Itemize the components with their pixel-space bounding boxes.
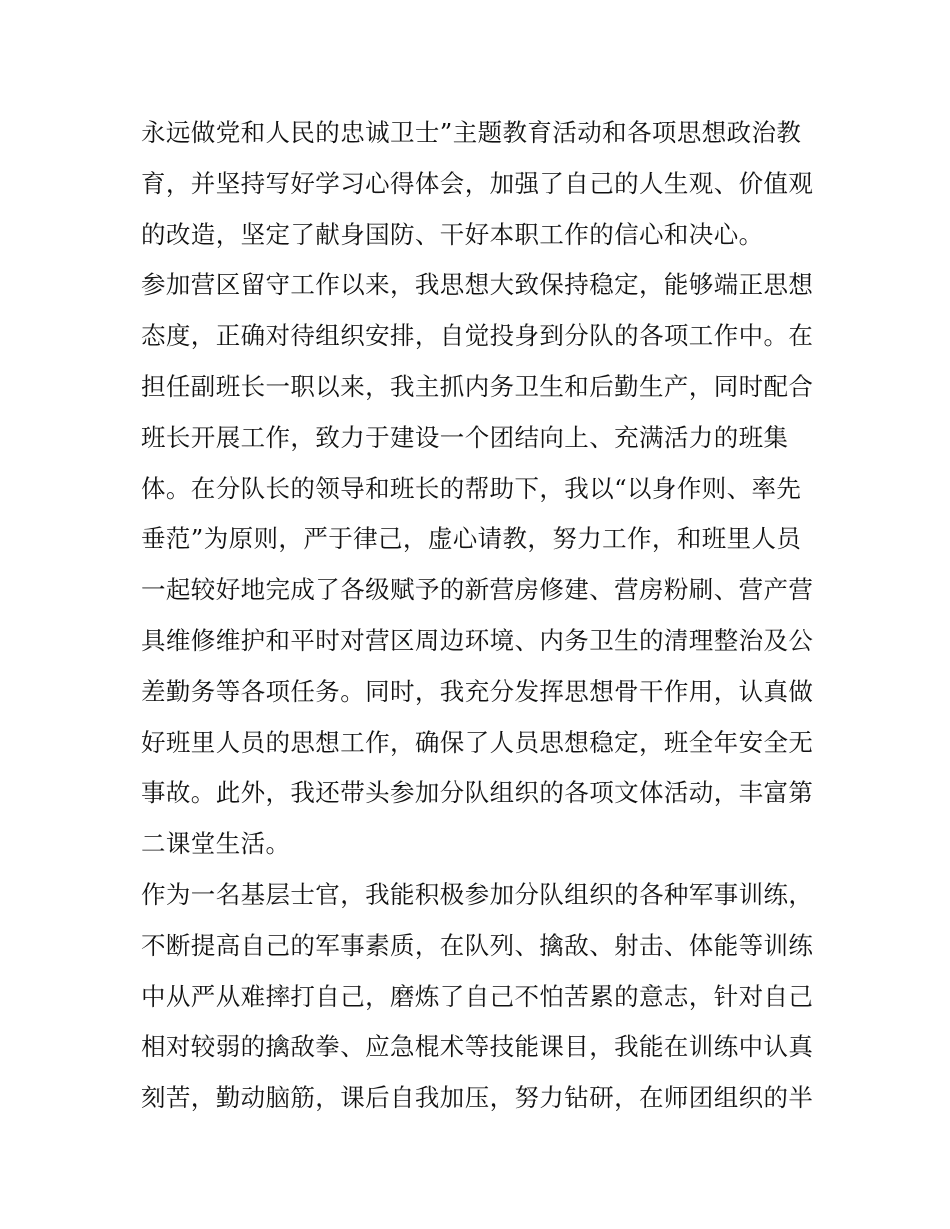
text-line: 中从严从难摔打自己，磨炼了自己不怕苦累的意志，针对自己 bbox=[141, 981, 814, 1011]
text-line: 好班里人员的思想工作，确保了人员思想稳定，班全年安全无 bbox=[141, 727, 814, 757]
text-line: 体。在分队长的领导和班长的帮助下，我以“以身作则、率先 bbox=[141, 473, 802, 503]
text-line: 相对较弱的擒敌拳、应急棍术等技能课目，我能在训练中认真 bbox=[141, 1032, 814, 1062]
text-line: 刻苦，勤动脑筋，课后自我加压，努力钻研，在师团组织的半 bbox=[141, 1083, 814, 1113]
text-line: 的改造，坚定了献身国防、干好本职工作的信心和决心。 bbox=[141, 219, 764, 249]
document-body bbox=[141, 108, 821, 1124]
text-line: 二课堂生活。 bbox=[141, 829, 291, 859]
text-line: 育，并坚持写好学习心得体会，加强了自己的人生观、价值观 bbox=[141, 168, 814, 198]
text-line: 态度，正确对待组织安排，自觉投身到分队的各项工作中。在 bbox=[141, 321, 814, 351]
text-line: 差勤务等各项任务。同时，我充分发挥思想骨干作用，认真做 bbox=[141, 676, 814, 706]
text-line: 作为一名基层士官，我能积极参加分队组织的各种军事训练， bbox=[141, 879, 814, 909]
text-line: 参加营区留守工作以来，我思想大致保持稳定，能够端正思想 bbox=[141, 270, 814, 300]
text-line: 具维修维护和平时对营区周边环境、内务卫生的清理整治及公 bbox=[141, 625, 814, 655]
text-line: 事故。此外，我还带头参加分队组织的各项文体活动，丰富第 bbox=[141, 778, 814, 808]
text-line: 垂范”为原则，严于律己，虚心请教，努力工作，和班里人员 bbox=[141, 524, 802, 554]
text-line: 一起较好地完成了各级赋予的新营房修建、营房粉刷、营产营 bbox=[141, 575, 814, 605]
text-line: 永远做党和人民的忠诚卫士”主题教育活动和各项思想政治教 bbox=[141, 118, 802, 147]
text-line: 班长开展工作，致力于建设一个团结向上、充满活力的班集 bbox=[141, 422, 789, 452]
text-line: 担任副班长一职以来，我主抓内务卫生和后勤生产，同时配合 bbox=[141, 371, 814, 401]
text-line: 不断提高自己的军事素质，在队列、擒敌、射击、体能等训练 bbox=[141, 930, 814, 960]
